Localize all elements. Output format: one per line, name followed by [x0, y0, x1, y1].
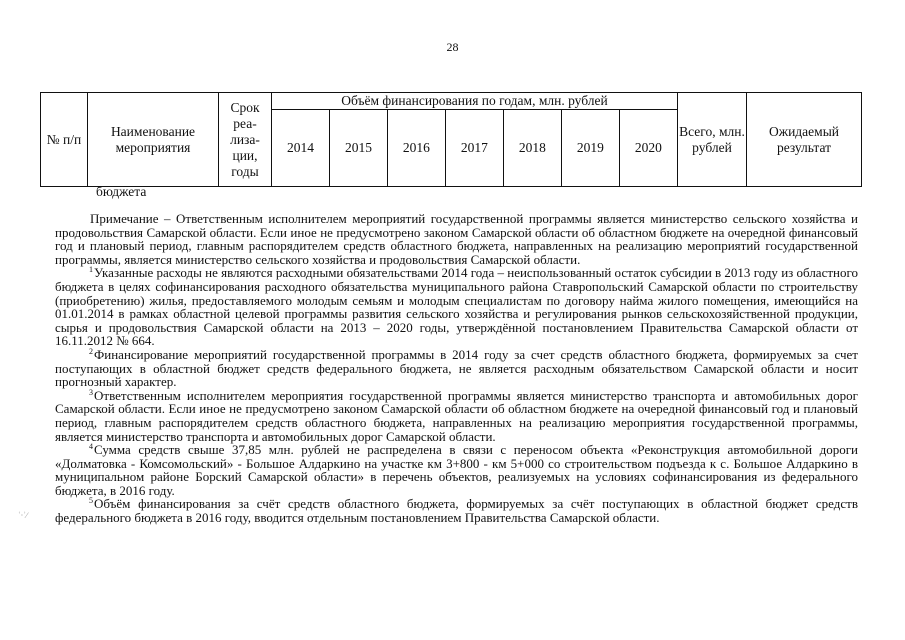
col-header-funding: Объём финансирования по годам, млн. рублей: [272, 93, 678, 110]
footnote-marker: 4: [89, 442, 93, 452]
year-cell: 2015: [329, 110, 387, 187]
footnote-4: [55, 443, 858, 497]
footnote-3: [55, 389, 858, 443]
year-cell: 2019: [561, 110, 619, 187]
footnote-marker: 5: [89, 496, 93, 506]
footnote-1: [55, 266, 858, 348]
year-cell: 2016: [387, 110, 445, 187]
note-text: Объём финансирования за счёт средств областного бюджета, формируемых за счёт поступающих в областной бюджет средств федерального бюджета в 2016 году, вводится отдельным постановлением Правительства Самарской области.: [55, 496, 858, 526]
footnote-2: [55, 348, 858, 389]
year-cell: 2017: [445, 110, 503, 187]
col-header-total: Всего, млн. рублей: [678, 93, 747, 187]
scan-mark: ʿ·ʾ⁄: [18, 511, 28, 520]
page-number: 28: [446, 40, 459, 54]
funding-table-header: [40, 92, 862, 187]
footnote-marker: 2: [89, 346, 93, 356]
note-text: Указанные расходы не являются расходными обязательствами 2014 года – неиспользованный остаток субсидии в 2013 году из областного бюджета в целях софинансирования расходного обязательства муниципального района Ставропольский Самарской области по строительству (приобретению) жилья, предоставляемого молодым семьям и молодым специалистам по договору найма жилого помещения, имеющийся на 01.01.2014 в рамках областной целевой программы развития сельского хозяйства и регулирования рынков сельскохозяйственной продукции, сырья и продовольствия Самарской области на 2013 – 2020 годы, утверждённой постановлением Правительства Самарской области от 16.11.2012 № 664.: [55, 265, 858, 349]
col-header-term: Срок реа-лиза-ции, годы: [219, 93, 272, 187]
carryover-text: бюджета: [96, 184, 147, 199]
year-cell: 2020: [619, 110, 677, 187]
col-header-number: № п/п: [41, 93, 88, 187]
footnote-5: [55, 497, 858, 524]
col-header-result: Ожидаемый результат: [747, 93, 862, 187]
note-text: Примечание – Ответственным исполнителем мероприятий государственной программы является министерство сельского хозяйства и продовольствия Самарской области. Если иное не предусмотрено законом Самарской области об областном бюджете на очередной финансовый год и плановый период, главным распорядителем средств областного бюджета, направленных на реализацию мероприятий государственной программы, является министерство сельского хозяйства и продовольствия Самарской области.: [55, 211, 858, 267]
note-main: [55, 212, 858, 266]
note-text: Сумма средств свыше 37,85 млн. рублей не распределена в связи с переносом объекта «Реконструкция автомобильной дороги «Долматовка - Комсомольский» - Большое Алдаркино на участке км 3+800 - км 5+000 со строительством подъезда к с. Большое Алдаркино в муниципальном районе Борский Самарской области» в перечень объектов, реализуемых на условиях софинансирования из федерального бюджета, в 2016 году.: [55, 442, 858, 498]
year-cell: 2014: [272, 110, 330, 187]
year-cell: 2018: [503, 110, 561, 187]
footnote-marker: 1: [89, 265, 93, 275]
note-text: Ответственным исполнителем мероприятия государственной программы является министерство транспорта и автомобильных дорог Самарской области. Если иное не предусмотрено законом Самарской области об областном бюджете на очередной финансовый год и плановый период, главным распорядителем средств областного бюджета, направленных на реализацию мероприятия государственной программы, является министерство транспорта и автомобильных дорог Самарской области.: [55, 387, 858, 444]
col-header-name: Наименование мероприятия: [88, 93, 219, 187]
note-text: Финансирование мероприятий государственной программы в 2014 году за счет средств областного бюджета, формируемых за счет поступающих в областной бюджет средств федерального бюджета, не является расходным обязательством Самарской области и носит прогнозный характер.: [55, 346, 858, 390]
notes-section: [55, 212, 858, 525]
footnote-marker: 3: [89, 387, 93, 397]
